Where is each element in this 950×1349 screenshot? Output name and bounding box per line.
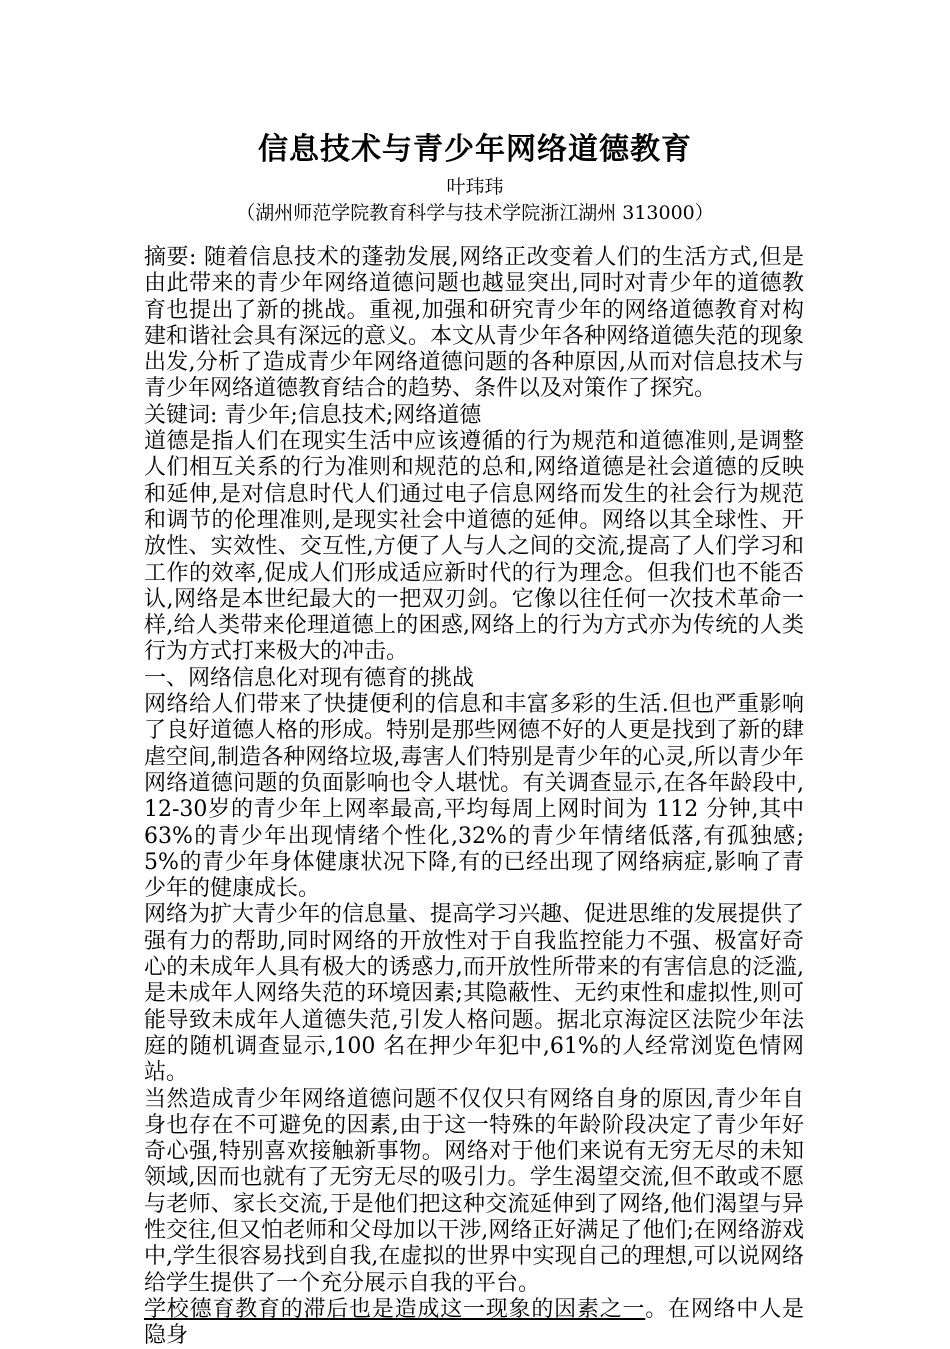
body-paragraph-last	[144, 1297, 804, 1349]
author-affiliation: （湖州师范学院教育科学与技术学院浙江湖州 313000）	[236, 202, 714, 224]
paragraph-continuation: 。在网络中人是隐身	[144, 1296, 804, 1349]
underlined-sentence: 学校德育教育的滞后也是造成这一现象的因素之一	[144, 1296, 646, 1322]
abstract-paragraph: 摘要: 随着信息技术的蓬勃发展,网络正改变着人们的生活方式,但是由此带来的青少年网络道德问题也越显突出,同时对青少年的道德教育也提出了新的挑战。重视,加强和研究青少年的网络道德教育对构建和谐社会具有深远的意义。本文从青少年各种网络道德失范的现象出发,分析了造成青少年网络道德问题的各种原因,从而对信息技术与青少年网络道德教育结合的趋势、条件以及对策作了探究。	[144, 245, 805, 402]
section-heading: 一、网络信息化对现有德育的挑战	[144, 665, 475, 691]
document-title: 信息技术与青少年网络道德教育	[258, 132, 692, 167]
body-paragraph: 当然造成青少年网络道德问题不仅仅只有网络自身的原因,青少年自身也存在不可避免的因素,由于这一特殊的年龄阶段决定了青少年好奇心强,特别喜欢接触新事物。网络对于他们来说有无穷无尽的未知领域,因而也就有了无穷无尽的吸引力。学生渴望交流,但不敢或不愿与老师、家长交流,于是他们把这种交流延伸到了网络,他们渴望与异性交往,但又怕老师和父母加以干涉,网络正好满足了他们;在网络游戏中,学生很容易找到自我,在虚拟的世界中实现自己的理想,可以说网络给学生提供了一个充分展示自我的平台。	[144, 1086, 804, 1296]
keywords-line: 关键词: 青少年;信息技术;网络道德	[144, 402, 482, 428]
body-paragraph: 网络给人们带来了快捷便利的信息和丰富多彩的生活.但也严重影响了良好道德人格的形成。特别是那些网德不好的人更是找到了新的肆虐空间,制造各种网络垃圾,毒害人们特别是青少年的心灵,所以青少年网络道德问题的负面影响也令人堪忧。有关调查显示,在各年龄段中,12-30岁的青少年上网率最高,平均每周上网时间为 112 分钟,其中 63%的青少年出现情绪个性化,32%的青少年情绪低落,有孤独感;5%的青少年身体健康状况下降,有的已经出现了网络病症,影响了青少年的健康成长。	[144, 692, 805, 902]
body-paragraph: 网络为扩大青少年的信息量、提高学习兴趣、促进思维的发展提供了强有力的帮助,同时网络的开放性对于自我监控能力不强、极富好奇心的未成年人具有极大的诱惑力,而开放性所带来的有害信息的泛滥,是未成年人网络失范的环境因素;其隐蔽性、无约束性和虚拟性,则可能导致未成年人道德失范,引发人格问题。据北京海淀区法院少年法庭的随机调查显示,100 名在押少年犯中,61%的人经常浏览色情网站。	[144, 902, 805, 1086]
document-body	[144, 245, 804, 1349]
body-paragraph: 道德是指人们在现实生活中应该遵循的行为规范和道德准则,是调整人们相互关系的行为准则和规范的总和,网络道德是社会道德的反映和延伸,是对信息时代人们通过电子信息网络而发生的社会行为规范和调节的伦理准则,是现实社会中道德的延伸。网络以其全球性、开放性、实效性、交互性,方便了人与人之间的交流,提高了人们学习和工作的效率,促成人们形成适应新时代的行为理念。但我们也不能否认,网络是本世纪最大的一把双刃剑。它像以往任何一次技术革命一样,给人类带来伦理道德上的困惑,网络上的行为方式亦为传统的人类行为方式打来极大的冲击。	[144, 429, 804, 665]
author-name: 叶玮玮	[446, 176, 504, 198]
